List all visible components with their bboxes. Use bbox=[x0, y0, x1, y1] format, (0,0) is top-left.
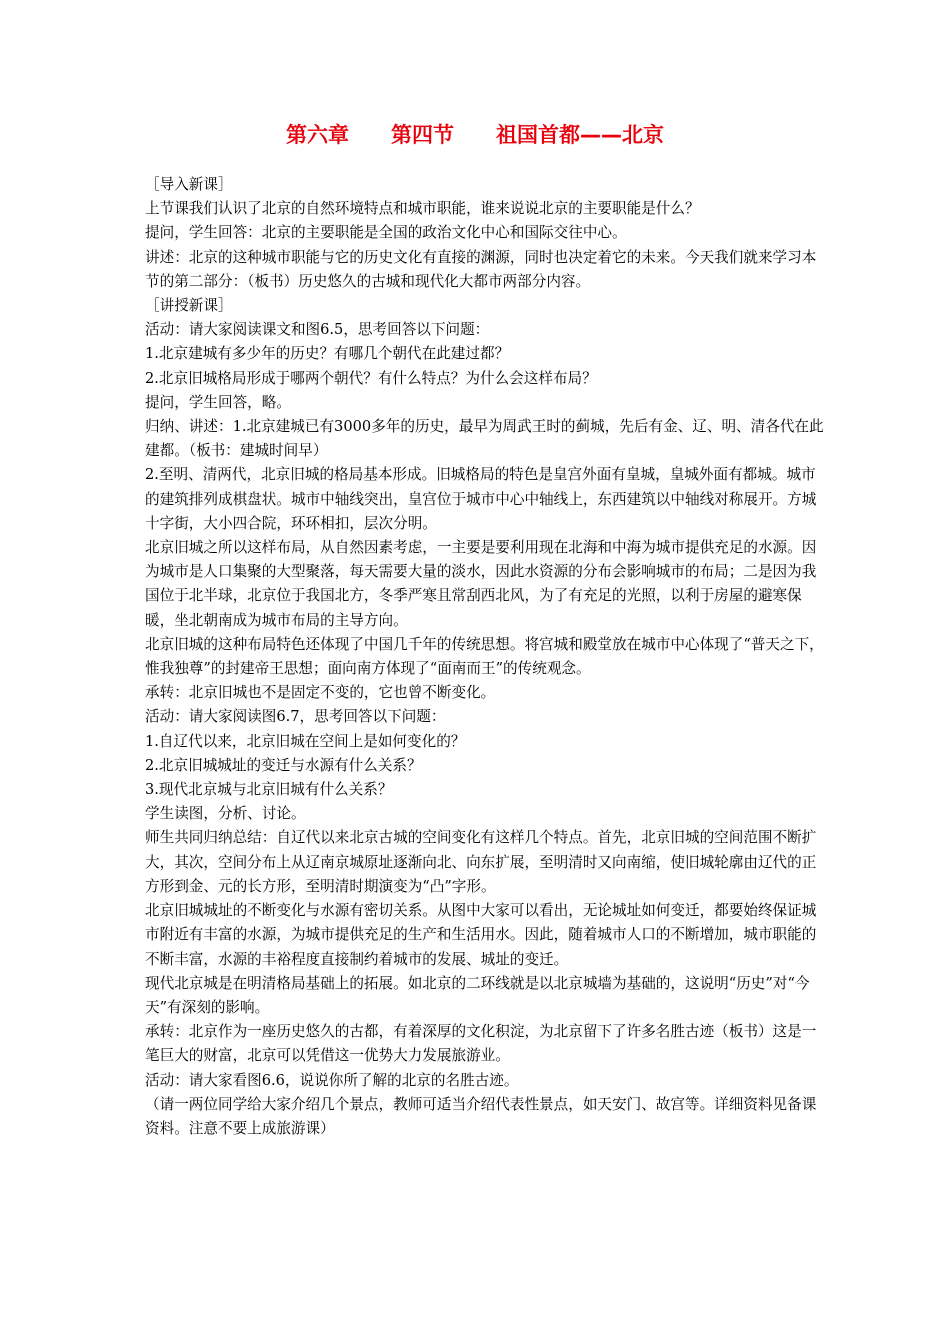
paragraph: 北京旧城的这种布局特色还体现了中国几千年的传统思想。将宫城和殿堂放在城市中心体现了“普天之下，惟我独尊”的封建帝王思想；面向南方体现了“面南而王”的传统观念。 bbox=[145, 635, 824, 678]
section-heading-new-lesson: ［讲授新课］ bbox=[145, 297, 233, 315]
section-heading-intro: ［导入新课］ bbox=[145, 176, 233, 193]
paragraph: 活动：请大家阅读图6.7，思考回答以下问题： bbox=[145, 708, 446, 726]
paragraph: 师生共同归纳总结：自辽代以来北京古城的空间变化有这样几个特点。首先，北京旧城的空间范围不断扩大，其次，空间分布上从辽南京城原址逐渐向北、向东扩展，至明清时又向南缩，使旧城轮廓由辽代的正方形到金、元的长方形，至明清时期演变为“凸”字形。 bbox=[145, 829, 817, 895]
paragraph: 承转：北京作为一座历史悠久的古都，有着深厚的文化积淀，为北京留下了许多名胜古迹（板书）这是一笔巨大的财富，北京可以凭借这一优势大力发展旅游业。 bbox=[145, 1023, 817, 1065]
paragraph: 提问，学生回答，略。 bbox=[145, 393, 291, 411]
paragraph: （请一两位同学给大家介绍几个景点，教师可适当介绍代表性景点，如天安门、故宫等。详细资料见备课资料。注意不要上成旅游课） bbox=[145, 1095, 817, 1137]
paragraph: 承转：北京旧城也不是固定不变的，它也曾不断变化。 bbox=[145, 684, 496, 702]
paragraph: 北京旧城之所以这样布局，从自然因素考虑，一主要是要利用现在北海和中海为城市提供充足的水源。因为城市是人口集聚的大型聚落，每天需要大量的淡水，因此水资源的分布会影响城市的布局；二是因为我国位于北半球，北京位于我国北方，冬季严寒且常刮西北风，为了有充足的光照，以利于房屋的避寒保暖，坐北朝南成为城市布局的主导方向。 bbox=[145, 539, 817, 629]
question-item: 3.现代北京城与北京旧城有什么关系？ bbox=[145, 781, 393, 799]
paragraph: 归纳、讲述：1.北京建城已有3000多年的历史，最早为周武王时的蓟城，先后有金、辽、明、清各代在此建都。（板书：建城时间早） bbox=[145, 418, 824, 460]
paragraph: 北京旧城城址的不断变化与水源有密切关系。从图中大家可以看出，无论城址如何变迁，都要始终保证城市附近有丰富的水源，为城市提供充足的生产和生活用水。因此，随着城市人口的不断增加，城市职能的不断丰富，水源的丰裕程度直接制约着城市的发展、城址的变迁。 bbox=[145, 902, 817, 968]
paragraph: 活动：请大家看图6.6，说说你所了解的北京的名胜古迹。 bbox=[145, 1071, 519, 1089]
lesson-body bbox=[145, 173, 825, 1141]
paragraph: 上节课我们认识了北京的自然环境特点和城市职能，谁来说说北京的主要职能是什么？ bbox=[145, 200, 700, 218]
question-item: 2.北京旧城格局形成于哪两个朝代？有什么特点？为什么会这样布局？ bbox=[145, 369, 597, 387]
paragraph: 2.至明、清两代，北京旧城的格局基本形成。旧城格局的特色是皇宫外面有皇城，皇城外面有都城。城市的建筑排列成棋盘状。城市中轴线突出，皇宫位于城市中心中轴线上，东西建筑以中轴线对称展开。方城十字街，大小四合院，环环相扣，层次分明。 bbox=[145, 466, 817, 532]
page-title: 第六章 第四节 祖国首都——北京 bbox=[286, 123, 664, 147]
paragraph: 活动：请大家阅读课文和图6.5，思考回答以下问题： bbox=[145, 321, 490, 339]
question-item: 1.北京建城有多少年的历史？有哪几个朝代在此建过都？ bbox=[145, 345, 510, 363]
question-item: 1.自辽代以来，北京旧城在空间上是如何变化的？ bbox=[145, 732, 466, 750]
paragraph: 学生读图，分析、讨论。 bbox=[145, 805, 306, 823]
paragraph: 讲述：北京的这种城市职能与它的历史文化有直接的渊源，同时也决定着它的未来。今天我们就来学习本节的第二部分：（板书）历史悠久的古城和现代化大都市两部分内容。 bbox=[145, 248, 817, 290]
paragraph: 提问，学生回答：北京的主要职能是全国的政治文化中心和国际交往中心。 bbox=[145, 224, 627, 242]
question-item: 2.北京旧城城址的变迁与水源有什么关系？ bbox=[145, 756, 422, 774]
paragraph: 现代北京城是在明清格局基础上的拓展。如北京的二环线就是以北京城墙为基础的，这说明“历史”对“今天”有深刻的影响。 bbox=[145, 974, 810, 1016]
